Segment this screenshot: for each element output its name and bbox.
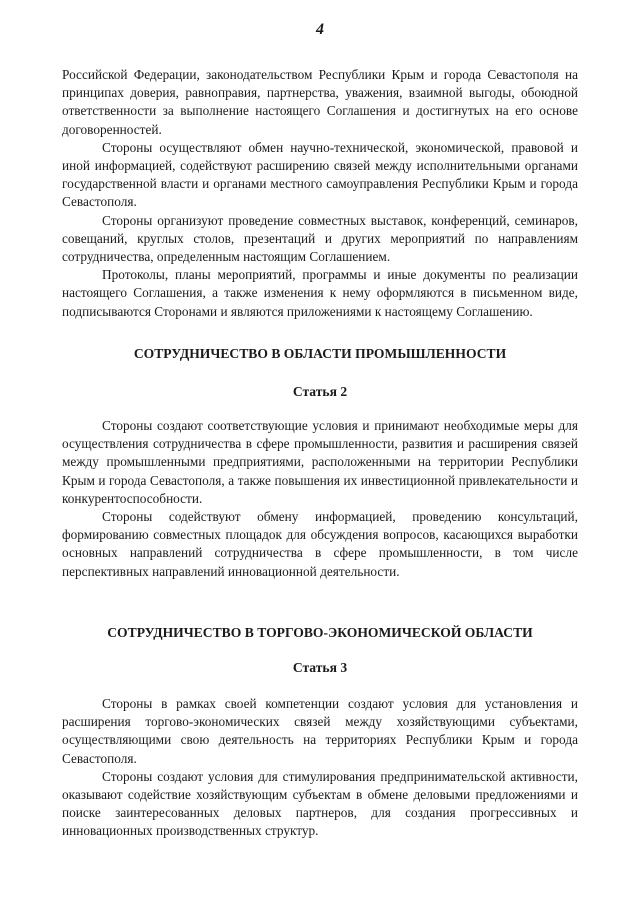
article-2-title-block [62,383,578,401]
article-3-title-block [62,659,578,677]
section-industry-heading-block [62,345,578,363]
page-number: 4 [316,21,324,38]
article-title: Статья 3 [292,660,348,675]
paragraph: Стороны в рамках своей компетенции создают условия для установления и расширения торгово-экономических связей между хозяйствующими субъектами, осуществляющими свою деятельность на территориях Республики Крым и города Севастополя. [62,696,578,766]
article-3-body [62,695,578,841]
article-2-body [62,417,578,581]
paragraph: Стороны содействуют обмену информацией, проведению консультаций, формированию совместных площадок для обсуждения вопросов, касающихся выработки основных направлений сотрудничества в сфере промышленности, в том числе перспективных направлений инновационной деятельности. [62,509,578,579]
section-heading: СОТРУДНИЧЕСТВО В ТОРГОВО-ЭКОНОМИЧЕСКОЙ ОБЛАСТИ [107,625,533,640]
section-heading: СОТРУДНИЧЕСТВО В ОБЛАСТИ ПРОМЫШЛЕННОСТИ [133,346,507,361]
paragraph: Стороны создают условия для стимулирования предпринимательской активности, оказывают содействие хозяйствующим субъектам в обмене деловыми предложениями и поиске заинтересованных деловых партнеров, для создания прогрессивных и инновационных производственных структур. [62,768,578,839]
section-trade-heading-block [62,624,578,642]
paragraph: Стороны организуют проведение совместных выставок, конференций, семинаров, совещаний, круглых столов, презентаций и других мероприятий по направлениям сотрудничества, определенным настоящим Соглашением. [62,212,578,265]
paragraph: Протоколы, планы мероприятий, программы и иные документы по реализации настоящего Соглашения, а также изменения к нему оформляются в письменном виде, подписываются Сторонами и являются приложениями к настоящему Соглашению. [62,267,578,319]
article-title: Статья 2 [292,384,348,399]
paragraph: Стороны осуществляют обмен научно-технической, экономической, правовой и иной информацией, содействуют расширению связей между исполнительными органами государственной власти и органами местного самоуправления Республики Крым и города Севастополя. [62,139,578,210]
paragraph: Российской Федерации, законодательством Республики Крым и города Севастополя на принципах доверия, равноправия, партнерства, уважения, взаимной выгоды, обоюдной ответственности за выполнение настоящего Соглашения и достигнутых на его основе договоренностей. [62,67,578,137]
paragraph: Стороны создают соответствующие условия и принимают необходимые меры для осуществления сотрудничества в сфере промышленности, развития и расширения связей между промышленными предприятиями, расположенными на территории Республики Крым и города Севастополя, а также повышения их инвестиционной привлекательности и конкурентоспособности. [62,418,578,506]
intro-text [62,66,578,321]
